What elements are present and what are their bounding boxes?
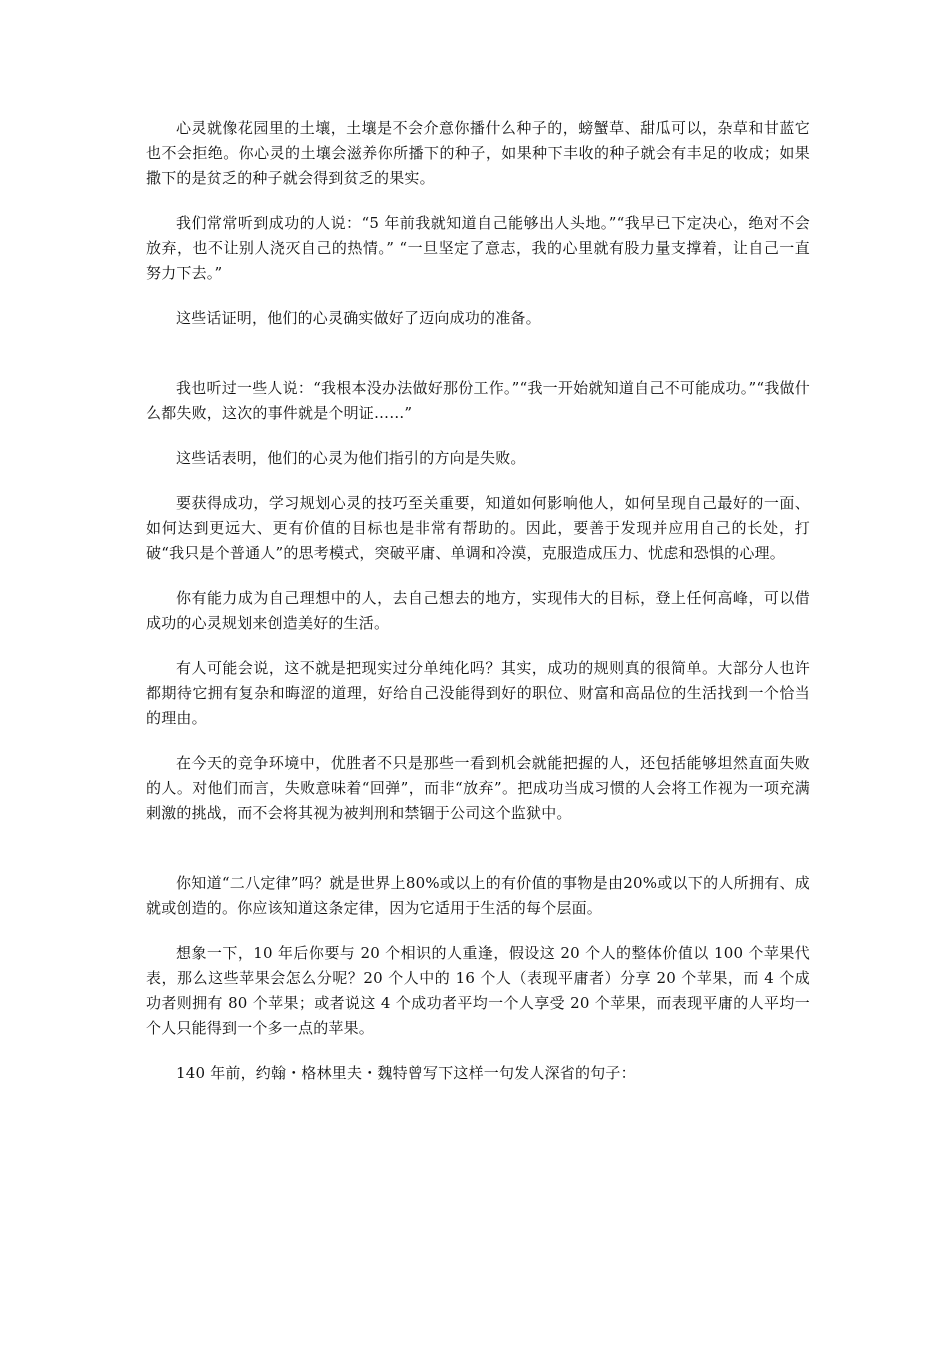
paragraph-ideal-self: 你有能力成为自己理想中的人，去自己想去的地方，实现伟大的目标，登上任何高峰，可以借成功的心灵规划来创造美好的生活。 xyxy=(146,589,810,632)
paragraph-winners-face-failure: 在今天的竞争环境中，优胜者不只是那些一看到机会就能把握的人，还包括能够坦然直面失败的人。对他们而言，失败意味着“回弹”，而非“放弃”。把成功当成习惯的人会将工作视为一项充满刺激的挑战，而不会将其视为被判刑和禁锢于公司这个监狱中。 xyxy=(146,754,810,822)
paragraph-eighty-twenty-rule: 你知道“二八定律”吗？就是世界上80%或以上的有价值的事物是由20%或以下的人所拥有、成就或创造的。你应该知道这条定律，因为它适用于生活的每个层面。 xyxy=(146,874,810,917)
paragraph-soil-metaphor: 心灵就像花园里的土壤，土壤是不会介意你播什么种子的，螃蟹草、甜瓜可以，杂草和甘蓝它也不会拒绝。你心灵的土壤会滋养你所播下的种子，如果种下丰收的种子就会有丰足的收成；如果撒下的是贫乏的种子就会得到贫乏的果实。 xyxy=(146,119,810,187)
paragraph-failure-direction: 这些话表明，他们的心灵为他们指引的方向是失败。 xyxy=(176,449,526,467)
paragraph-simple-rules: 有人可能会说，这不就是把现实过分单纯化吗？其实，成功的规则真的很简单。大部分人也许都期待它拥有复杂和晦涩的道理，好给自己没能得到好的职位、财富和高品位的生活找到一个恰当的理由。 xyxy=(146,659,810,727)
paragraph-success-quotes: 我们常常听到成功的人说：“5 年前我就知道自己能够出人头地。”“我早已下定决心，绝对不会放弃，也不让别人浇灭自己的热情。” “一旦坚定了意志，我的心里就有股力量支撑着，让自己一直努力下去。” xyxy=(146,214,810,282)
paragraph-failure-quotes: 我也听过一些人说：“我根本没办法做好那份工作。”“我一开始就知道自己不可能成功。”“我做什么都失败，这次的事件就是个明证……” xyxy=(146,379,810,422)
paragraph-apple-example: 想象一下，10 年后你要与 20 个相识的人重逢，假设这 20 个人的整体价值以 100 个苹果代表，那么这些苹果会怎么分呢？20 个人中的 16 个人（表现平庸者）分享 20 个苹果，而 4 个成功者则拥有 80 个苹果；或者说这 4 个成功者平均一个人享受 20 个苹果，而表现平庸的人平均一个人只能得到一个多一点的苹果。 xyxy=(146,944,810,1037)
paragraph-whittier-quote-intro: 140 年前，约翰・格林里夫・魏特曾写下这样一句发人深省的句子： xyxy=(176,1064,636,1082)
paragraph-success-proof: 这些话证明，他们的心灵确实做好了迈向成功的准备。 xyxy=(176,309,541,327)
document-body xyxy=(146,116,810,1086)
paragraph-mind-planning-skills: 要获得成功，学习规划心灵的技巧至关重要，知道如何影响他人，如何呈现自己最好的一面、如何达到更远大、更有价值的目标也是非常有帮助的。因此，要善于发现并应用自己的长处，打破“我只是个普通人”的思考模式，突破平庸、单调和冷漠，克服造成压力、忧虑和恐惧的心理。 xyxy=(146,494,810,562)
